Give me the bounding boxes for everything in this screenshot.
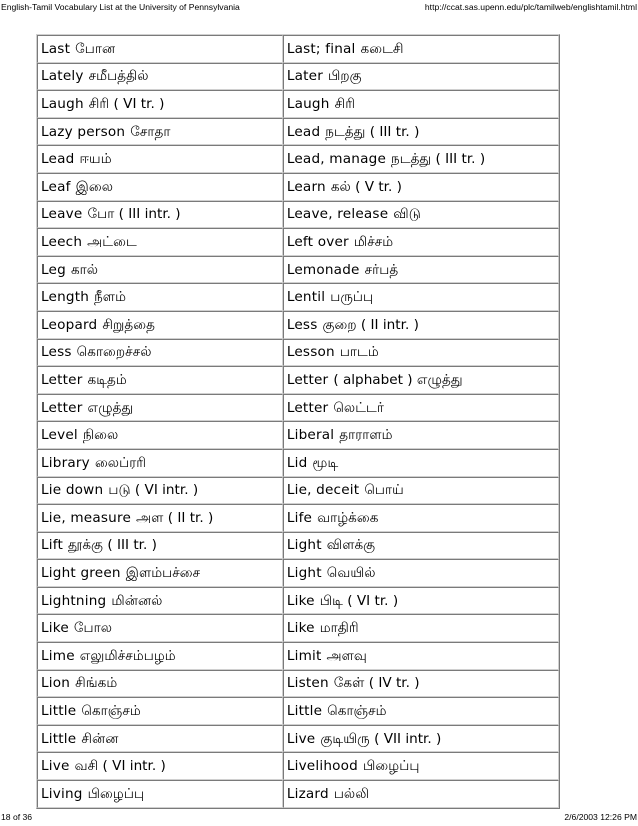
english-word: Lazy person [41,123,126,140]
tamil-word: விடு [393,206,421,223]
tamil-word: அட்டை [87,233,137,250]
english-word: Light [286,565,322,582]
vocab-cell-left [37,394,283,422]
vocab-cell-right [283,477,559,505]
english-word: Lie, deceit [286,482,360,499]
vocab-cell-left [37,697,283,725]
english-word: Like [286,620,315,637]
tamil-word: மூடி [312,454,339,471]
vocab-cell-left [37,145,283,173]
vocab-cell-left [37,201,283,229]
english-word: Lead [286,123,321,140]
table-row [37,697,559,725]
vocab-cell-right [283,90,559,118]
vocab-cell-left [37,642,283,670]
vocab-cell-left [37,339,283,367]
english-word: Less [41,344,72,361]
english-word: Little [41,703,77,720]
english-word: Leech [41,233,83,250]
vocab-cell-right [283,256,559,284]
vocab-cell-right [283,366,559,394]
print-datetime: 2/6/2003 12:26 PM [564,812,637,822]
vocab-cell-right [283,118,559,146]
tamil-word: மிச்சம் [353,233,394,250]
tamil-word: கடிதம் [87,371,127,388]
vocab-cell-left [37,63,283,91]
english-word: Lid [286,454,308,471]
tamil-word: அள ( II tr. ) [136,509,214,526]
tamil-word: சின்ன [81,730,119,747]
vocab-cell-right [283,201,559,229]
tamil-word: ( alphabet ) எழுத்து [333,371,463,388]
vocab-cell-left [37,504,283,532]
tamil-word: குறை ( II intr. ) [322,316,419,333]
vocab-cell-left [37,228,283,256]
tamil-word: வசி ( VI intr. ) [74,758,166,775]
tamil-word: சிங்கம் [75,675,118,692]
vocab-cell-left [37,35,283,63]
english-word: Living [41,785,83,802]
english-word: Laugh [41,95,84,112]
vocab-cell-left [37,311,283,339]
vocab-cell-left [37,752,283,780]
vocab-cell-right [283,339,559,367]
tamil-word: கல் ( V tr. ) [330,178,402,195]
table-row [37,559,559,587]
english-word: Leave [41,206,83,223]
english-word: Lie, measure [41,509,132,526]
english-word: Level [41,427,78,444]
vocab-cell-right [283,780,559,808]
tamil-word: போல [73,620,113,637]
tamil-word: நடத்து ( III tr. ) [391,151,486,168]
tamil-word: பிடி ( VI tr. ) [319,592,399,609]
tamil-word: சிரி [334,95,356,112]
vocab-cell-right [283,614,559,642]
english-word: Left over [286,233,349,250]
table-row [37,394,559,422]
tamil-word: படு ( VI intr. ) [108,482,199,499]
table-row [37,532,559,560]
table-row [37,118,559,146]
vocab-cell-right [283,145,559,173]
tamil-word: பாடம் [339,344,379,361]
tamil-word: எலுமிச்சம்பழம் [79,647,176,664]
table-row [37,63,559,91]
english-word: Laugh [286,95,330,112]
vocab-cell-left [37,532,283,560]
english-word: Limit [286,647,322,664]
tamil-word: சிரி ( VI tr. ) [88,95,165,112]
english-word: Life [286,509,313,526]
tamil-word: கால் [70,261,99,278]
english-word: Like [286,592,315,609]
vocab-cell-left [37,256,283,284]
table-row [37,614,559,642]
tamil-word: நடத்து ( III tr. ) [325,123,420,140]
english-word: Lightning [41,592,107,609]
vocab-cell-right [283,725,559,753]
tamil-word: கொஞ்சம் [81,703,141,720]
english-word: Liberal [286,427,335,444]
english-word: Lime [41,647,75,664]
tamil-word: கேள் ( IV tr. ) [333,675,420,692]
table-row [37,90,559,118]
vocab-cell-right [283,670,559,698]
vocab-cell-left [37,283,283,311]
vocab-cell-right [283,311,559,339]
english-word: Lentil [286,289,326,306]
vocab-cell-right [283,35,559,63]
vocab-cell-left [37,559,283,587]
vocab-cell-right [283,559,559,587]
table-row [37,228,559,256]
source-url: http://ccat.sas.upenn.edu/plc/tamilweb/englishtamil.html [424,2,637,12]
vocab-cell-left [37,614,283,642]
english-word: Lizard [286,785,329,802]
english-word: Lift [41,537,64,554]
page-header [0,0,638,16]
english-word: Letter [41,399,83,416]
table-row [37,642,559,670]
vocab-cell-left [37,449,283,477]
vocab-cell-right [283,697,559,725]
document-title: English-Tamil Vocabulary List at the University of Pennsylvania [1,2,240,12]
english-word: Little [286,703,323,720]
english-word: Leaf [41,178,71,195]
english-word: Lesson [286,344,335,361]
english-word: Lemonade [286,261,360,278]
table-row [37,670,559,698]
english-word: Learn [286,178,326,195]
table-row [37,477,559,505]
tamil-word: நீளம் [94,289,127,306]
table-row [37,35,559,63]
tamil-word: பல்லி [333,785,370,802]
table-row [37,780,559,808]
vocab-cell-left [37,118,283,146]
english-word: Letter [286,371,329,388]
vocab-cell-right [283,642,559,670]
english-word: Later [286,68,323,85]
tamil-word: சர்பத் [364,261,399,278]
vocab-cell-left [37,725,283,753]
english-word: Less [286,316,318,333]
table-row [37,449,559,477]
table-row [37,339,559,367]
vocab-cell-left [37,670,283,698]
vocab-cell-right [283,752,559,780]
tamil-word: லெட்டர் [333,399,384,416]
vocab-cell-right [283,449,559,477]
tamil-word: பிறகு [328,68,362,85]
tamil-word: மாதிரி [319,620,359,637]
english-word: Listen [286,675,329,692]
english-word: Lion [41,675,71,692]
english-word: Light [286,537,322,554]
vocab-cell-left [37,90,283,118]
table-row [37,366,559,394]
vocab-cell-right [283,228,559,256]
table-row [37,421,559,449]
table-row [37,725,559,753]
tamil-word: மின்னல் [111,592,163,609]
vocab-cell-right [283,283,559,311]
english-word: Like [41,620,69,637]
vocabulary-table [36,34,560,809]
table-row [37,145,559,173]
table-row [37,201,559,229]
vocab-cell-right [283,63,559,91]
tamil-word: தாராளம் [339,427,393,444]
page-number: 18 of 36 [1,812,33,822]
table-row [37,752,559,780]
table-row [37,587,559,615]
english-word: Leg [41,261,66,278]
english-word: Little [41,730,77,747]
vocab-cell-right [283,421,559,449]
table-row [37,283,559,311]
tamil-word: கொஞ்சம் [327,703,387,720]
english-word: Library [41,454,90,471]
vocab-cell-right [283,504,559,532]
tamil-word: ஈயம் [79,151,112,168]
vocab-cell-right [283,587,559,615]
tamil-word: போ ( III intr. ) [87,206,181,223]
english-word: Length [41,289,90,306]
table-row [37,311,559,339]
vocab-cell-left [37,421,283,449]
table-row [37,173,559,201]
tamil-word: போன [75,40,116,57]
table-row [37,504,559,532]
vocab-cell-left [37,477,283,505]
tamil-word: லைப்ரரி [94,454,147,471]
tamil-word: இளம்பச்சை [125,565,201,582]
tamil-word: அளவு [326,647,367,664]
english-word: Live [286,730,316,747]
tamil-word: நிலை [82,427,119,444]
english-word: Lead, manage [286,151,387,168]
english-word: Lie down [41,482,104,499]
tamil-word: சோதா [130,123,171,140]
english-word: Letter [41,371,83,388]
tamil-word: கொறைச்சல் [76,344,152,361]
tamil-word: தூக்கு ( III tr. ) [68,537,157,554]
tamil-word: எழுத்து [87,399,134,416]
vocab-cell-right [283,532,559,560]
table-row [37,256,559,284]
tamil-word: பொய் [364,482,404,499]
english-word: Lead [41,151,75,168]
vocab-cell-left [37,587,283,615]
vocab-cell-left [37,366,283,394]
english-word: Live [41,758,70,775]
vocab-cell-right [283,173,559,201]
tamil-word: பிழைப்பு [363,758,420,775]
english-word: Livelihood [286,758,359,775]
tamil-word: பருப்பு [330,289,374,306]
tamil-word: கடைசி [360,40,404,57]
vocab-cell-left [37,780,283,808]
tamil-word: பிழைப்பு [87,785,145,802]
tamil-word: சிறுத்தை [102,316,155,333]
tamil-word: இலை [75,178,113,195]
tamil-word: குடியிரு ( VII intr. ) [320,730,442,747]
english-word: Last [41,40,71,57]
vocab-cell-left [37,173,283,201]
english-word: Letter [286,399,329,416]
tamil-word: வெயில் [326,565,376,582]
english-word: Light green [41,565,121,582]
vocabulary-table-body [37,35,559,808]
english-word: Leave, release [286,206,389,223]
tamil-word: விளக்கு [326,537,376,554]
vocab-cell-right [283,394,559,422]
page-footer [0,810,638,826]
english-word: Last; final [286,40,356,57]
english-word: Lately [41,68,84,85]
english-word: Leopard [41,316,98,333]
tamil-word: வாழ்க்கை [317,509,379,526]
tamil-word: சமீபத்தில் [88,68,149,85]
